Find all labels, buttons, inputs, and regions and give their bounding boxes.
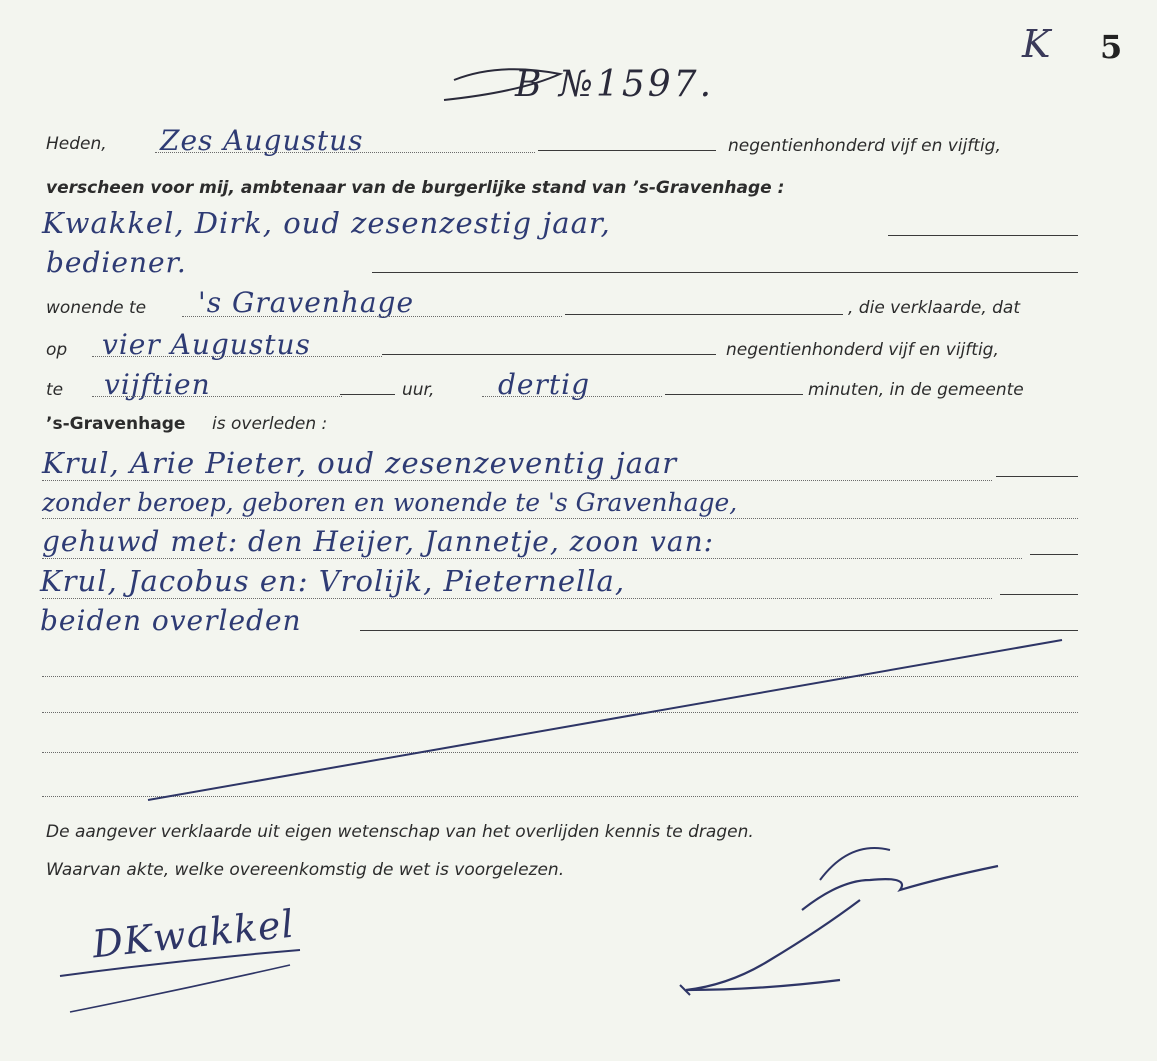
- hand-declarant-line-2: bediener.: [46, 246, 187, 279]
- label-uur: uur,: [402, 380, 435, 400]
- label-minuten: minuten, in de gemeente: [808, 380, 1024, 400]
- declarant-signature: DKwakkel: [90, 901, 297, 967]
- label-heden: Heden,: [46, 134, 107, 154]
- act-number: B №1597.: [515, 64, 715, 105]
- label-is-overleden: is overleden :: [212, 414, 328, 434]
- hand-deceased-1: Krul, Arie Pieter, oud zesenzeventig jaar: [42, 446, 678, 480]
- label-wonende-te: wonende te: [46, 298, 147, 318]
- corner-mark: K: [1022, 22, 1052, 66]
- hand-declarant-line-1: Kwakkel, Dirk, oud zesenzestig jaar,: [42, 206, 611, 240]
- hand-residence: 's Gravenhage: [198, 286, 415, 319]
- official-signature: [802, 866, 998, 910]
- hand-deceased-5: beiden overleden: [40, 604, 302, 637]
- hand-deceased-3: gehuwd met: den Heijer, Jannetje, zoon van:: [42, 525, 715, 558]
- hand-deceased-4: Krul, Jacobus en: Vrolijk, Pieternella,: [40, 564, 626, 598]
- label-te: te: [46, 380, 64, 400]
- closing-line-2: Waarvan akte, welke overeenkomstig de wet is voorgelezen.: [46, 860, 565, 880]
- hand-death-date: vier Augustus: [102, 328, 311, 361]
- page-number: 5: [1100, 28, 1123, 66]
- label-op: op: [46, 340, 68, 360]
- label-overleden-place: ’s-Gravenhage: [46, 414, 186, 434]
- closing-line-1: De aangever verklaarde uit eigen wetenschap van het overlijden kennis te dragen.: [46, 822, 754, 842]
- hand-date: Zes Augustus: [160, 124, 364, 157]
- label-year-2: negentienhonderd vijf en vijftig,: [726, 340, 999, 360]
- hand-deceased-2: zonder beroep, geboren en wonende te 's Gravenhage,: [42, 488, 738, 517]
- label-year-1: negentienhonderd vijf en vijftig,: [728, 136, 1001, 156]
- label-verscheen: verscheen voor mij, ambtenaar van de burgerlijke stand van ’s-Gravenhage :: [46, 178, 785, 198]
- label-die-verklaarde: , die verklaarde, dat: [848, 298, 1021, 318]
- hand-minutes: dertig: [498, 368, 591, 401]
- hand-hour: vijftien: [104, 368, 211, 401]
